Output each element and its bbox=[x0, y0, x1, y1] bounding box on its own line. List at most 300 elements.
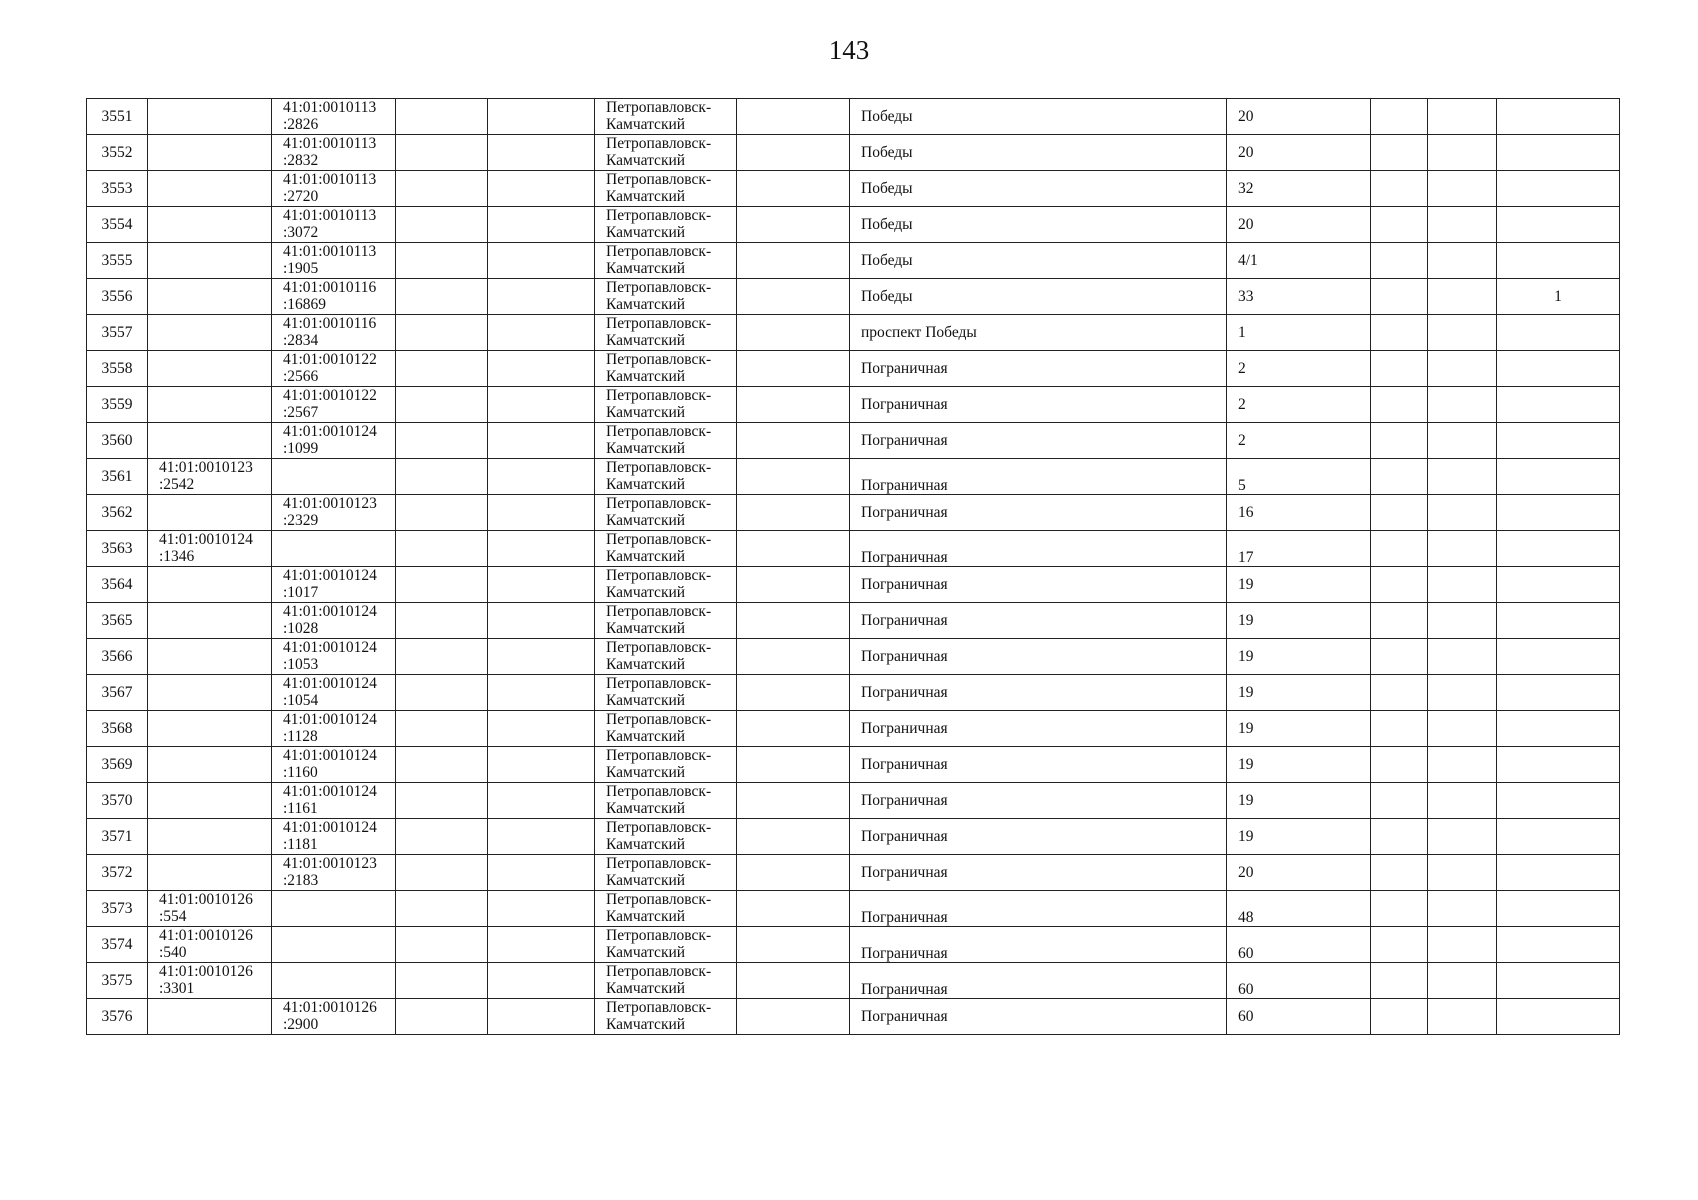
house-number: 5 bbox=[1238, 477, 1246, 494]
street-name: Пограничная bbox=[861, 981, 948, 998]
row-number: 3568 bbox=[101, 720, 133, 737]
city-line2: Камчатский bbox=[606, 440, 686, 457]
cadastral-number-cell bbox=[148, 99, 272, 135]
cadastral-number-cell bbox=[148, 207, 272, 243]
street-name: Пограничная bbox=[861, 945, 948, 962]
city-line1: Петропавловск- bbox=[606, 999, 712, 1016]
city-cell bbox=[595, 567, 737, 603]
empty-cell bbox=[1428, 459, 1497, 495]
house-number: 19 bbox=[1238, 648, 1254, 665]
cadastral-number-cell bbox=[148, 351, 272, 387]
land-plot-number-line2: :1128 bbox=[283, 728, 318, 745]
house-cell bbox=[1227, 999, 1371, 1035]
row-number: 3567 bbox=[101, 684, 133, 701]
house-cell bbox=[1227, 963, 1371, 999]
cadastral-number-cell bbox=[148, 963, 272, 999]
land-plot-number-cell bbox=[272, 135, 396, 171]
row-number: 3566 bbox=[101, 648, 133, 665]
land-plot-number-line1: 41:01:0010124 bbox=[283, 567, 377, 584]
land-plot-number-cell bbox=[272, 927, 396, 963]
empty-cell bbox=[1428, 711, 1497, 747]
house-cell bbox=[1227, 459, 1371, 495]
street-cell bbox=[850, 351, 1227, 387]
empty-cell bbox=[396, 963, 488, 999]
city-line1: Петропавловск- bbox=[606, 819, 712, 836]
row-number-cell bbox=[87, 207, 148, 243]
land-plot-number-line2: :1054 bbox=[283, 692, 319, 709]
house-number: 60 bbox=[1238, 945, 1254, 962]
empty-cell bbox=[488, 531, 595, 567]
land-plot-number-cell bbox=[272, 639, 396, 675]
city-cell bbox=[595, 387, 737, 423]
land-plot-number-line1: 41:01:0010124 bbox=[283, 423, 377, 440]
empty-cell bbox=[1428, 135, 1497, 171]
cadastral-number-cell bbox=[148, 315, 272, 351]
table-row bbox=[87, 675, 1620, 711]
street-cell bbox=[850, 819, 1227, 855]
street-name: Пограничная bbox=[861, 909, 948, 926]
empty-cell bbox=[1371, 279, 1428, 315]
city-line2: Камчатский bbox=[606, 620, 686, 637]
city-line2: Камчатский bbox=[606, 980, 686, 997]
row-number: 3552 bbox=[101, 144, 133, 161]
cadastral-number-cell bbox=[148, 999, 272, 1035]
apartment-cell bbox=[1497, 639, 1620, 675]
city-line1: Петропавловск- bbox=[606, 639, 712, 656]
empty-cell bbox=[488, 171, 595, 207]
cadastral-number-line1: 41:01:0010126 bbox=[159, 891, 253, 908]
apartment-cell bbox=[1497, 207, 1620, 243]
empty-cell bbox=[1428, 603, 1497, 639]
land-plot-number-line2: :2183 bbox=[283, 872, 319, 889]
table-row bbox=[87, 891, 1620, 927]
city-line2: Камчатский bbox=[606, 1016, 686, 1033]
street-cell bbox=[850, 243, 1227, 279]
land-plot-number-cell bbox=[272, 171, 396, 207]
street-name: Победы bbox=[861, 180, 913, 197]
empty-cell bbox=[737, 747, 850, 783]
empty-cell bbox=[1428, 243, 1497, 279]
row-number: 3562 bbox=[101, 504, 133, 521]
city-line2: Камчатский bbox=[606, 296, 686, 313]
cadastral-number-cell bbox=[148, 639, 272, 675]
table-row bbox=[87, 567, 1620, 603]
empty-cell bbox=[396, 99, 488, 135]
row-number-cell bbox=[87, 423, 148, 459]
land-plot-number-line2: :2900 bbox=[283, 1016, 319, 1033]
city-line2: Камчатский bbox=[606, 512, 686, 529]
empty-cell bbox=[396, 783, 488, 819]
row-number: 3576 bbox=[101, 1008, 133, 1025]
table-row bbox=[87, 243, 1620, 279]
house-number: 20 bbox=[1238, 216, 1254, 233]
street-cell bbox=[850, 423, 1227, 459]
land-plot-number-line2: :2720 bbox=[283, 188, 319, 205]
city-line1: Петропавловск- bbox=[606, 459, 712, 476]
empty-cell bbox=[1428, 855, 1497, 891]
empty-cell bbox=[737, 387, 850, 423]
row-number-cell bbox=[87, 927, 148, 963]
cadastral-number-cell bbox=[148, 495, 272, 531]
row-number: 3573 bbox=[101, 900, 133, 917]
city-line1: Петропавловск- bbox=[606, 855, 712, 872]
street-cell bbox=[850, 963, 1227, 999]
empty-cell bbox=[737, 891, 850, 927]
apartment-number: 1 bbox=[1554, 288, 1562, 305]
land-plot-number-line2: :1181 bbox=[283, 836, 318, 853]
land-plot-number-cell bbox=[272, 783, 396, 819]
city-line2: Камчатский bbox=[606, 944, 686, 961]
house-number: 60 bbox=[1238, 1008, 1254, 1025]
row-number: 3559 bbox=[101, 396, 133, 413]
land-plot-number-cell bbox=[272, 711, 396, 747]
empty-cell bbox=[488, 207, 595, 243]
empty-cell bbox=[737, 207, 850, 243]
street-name: Пограничная bbox=[861, 432, 948, 449]
empty-cell bbox=[1428, 999, 1497, 1035]
city-cell bbox=[595, 891, 737, 927]
cadastral-number-cell bbox=[148, 279, 272, 315]
land-plot-number-line1: 41:01:0010122 bbox=[283, 387, 377, 404]
table-row bbox=[87, 279, 1620, 315]
row-number: 3553 bbox=[101, 180, 133, 197]
empty-cell bbox=[488, 783, 595, 819]
empty-cell bbox=[488, 567, 595, 603]
house-cell bbox=[1227, 171, 1371, 207]
row-number: 3560 bbox=[101, 432, 133, 449]
empty-cell bbox=[1371, 783, 1428, 819]
city-line2: Камчатский bbox=[606, 764, 686, 781]
street-cell bbox=[850, 927, 1227, 963]
city-line1: Петропавловск- bbox=[606, 207, 712, 224]
empty-cell bbox=[1428, 207, 1497, 243]
empty-cell bbox=[488, 711, 595, 747]
city-line2: Камчатский bbox=[606, 368, 686, 385]
land-plot-number-cell bbox=[272, 279, 396, 315]
city-line2: Камчатский bbox=[606, 692, 686, 709]
house-number: 20 bbox=[1238, 108, 1254, 125]
row-number-cell bbox=[87, 387, 148, 423]
table-row bbox=[87, 387, 1620, 423]
city-cell bbox=[595, 531, 737, 567]
land-plot-number-line1: 41:01:0010124 bbox=[283, 711, 377, 728]
street-name: Пограничная bbox=[861, 684, 948, 701]
street-cell bbox=[850, 387, 1227, 423]
land-plot-number-cell bbox=[272, 243, 396, 279]
house-number: 19 bbox=[1238, 612, 1254, 629]
house-number: 19 bbox=[1238, 756, 1254, 773]
empty-cell bbox=[1428, 747, 1497, 783]
cadastral-number-cell bbox=[148, 603, 272, 639]
house-cell bbox=[1227, 423, 1371, 459]
house-cell bbox=[1227, 531, 1371, 567]
row-number: 3572 bbox=[101, 864, 133, 881]
street-name: Победы bbox=[861, 216, 913, 233]
row-number-cell bbox=[87, 459, 148, 495]
empty-cell bbox=[396, 387, 488, 423]
city-line2: Камчатский bbox=[606, 116, 686, 133]
house-number: 19 bbox=[1238, 684, 1254, 701]
city-line1: Петропавловск- bbox=[606, 243, 712, 260]
empty-cell bbox=[1371, 999, 1428, 1035]
apartment-cell bbox=[1497, 603, 1620, 639]
empty-cell bbox=[737, 819, 850, 855]
table-row bbox=[87, 963, 1620, 999]
cadastral-number-cell bbox=[148, 855, 272, 891]
empty-cell bbox=[1371, 423, 1428, 459]
row-number: 3561 bbox=[101, 468, 133, 485]
land-plot-number-cell bbox=[272, 459, 396, 495]
empty-cell bbox=[1371, 387, 1428, 423]
empty-cell bbox=[737, 423, 850, 459]
street-name: Победы bbox=[861, 252, 913, 269]
street-name: Пограничная bbox=[861, 828, 948, 845]
apartment-cell bbox=[1497, 387, 1620, 423]
cadastral-number-cell bbox=[148, 711, 272, 747]
empty-cell bbox=[1371, 207, 1428, 243]
empty-cell bbox=[396, 927, 488, 963]
city-cell bbox=[595, 99, 737, 135]
empty-cell bbox=[396, 747, 488, 783]
cadastral-number-cell bbox=[148, 747, 272, 783]
street-cell bbox=[850, 567, 1227, 603]
row-number: 3564 bbox=[101, 576, 133, 593]
city-line1: Петропавловск- bbox=[606, 99, 712, 116]
row-number-cell bbox=[87, 495, 148, 531]
house-number: 48 bbox=[1238, 909, 1254, 926]
apartment-cell bbox=[1497, 891, 1620, 927]
land-plot-number-line1: 41:01:0010113 bbox=[283, 99, 377, 116]
apartment-cell bbox=[1497, 531, 1620, 567]
city-line1: Петропавловск- bbox=[606, 927, 712, 944]
house-number: 20 bbox=[1238, 864, 1254, 881]
house-cell bbox=[1227, 891, 1371, 927]
land-plot-number-cell bbox=[272, 675, 396, 711]
street-name: Победы bbox=[861, 144, 913, 161]
empty-cell bbox=[1371, 243, 1428, 279]
city-line2: Камчатский bbox=[606, 332, 686, 349]
street-cell bbox=[850, 459, 1227, 495]
city-line2: Камчатский bbox=[606, 224, 686, 241]
apartment-cell bbox=[1497, 711, 1620, 747]
house-cell bbox=[1227, 279, 1371, 315]
apartment-cell bbox=[1497, 315, 1620, 351]
empty-cell bbox=[1428, 171, 1497, 207]
street-cell bbox=[850, 495, 1227, 531]
land-plot-number-cell bbox=[272, 603, 396, 639]
city-line1: Петропавловск- bbox=[606, 531, 712, 548]
empty-cell bbox=[1428, 567, 1497, 603]
city-line1: Петропавловск- bbox=[606, 711, 712, 728]
street-name: проспект Победы bbox=[861, 324, 977, 341]
row-number-cell bbox=[87, 279, 148, 315]
city-cell bbox=[595, 783, 737, 819]
row-number: 3551 bbox=[101, 108, 133, 125]
cadastral-number-line1: 41:01:0010124 bbox=[159, 531, 253, 548]
house-cell bbox=[1227, 99, 1371, 135]
row-number: 3563 bbox=[101, 540, 133, 557]
empty-cell bbox=[396, 351, 488, 387]
house-cell bbox=[1227, 351, 1371, 387]
street-cell bbox=[850, 999, 1227, 1035]
cadastral-number-line2: :3301 bbox=[159, 980, 195, 997]
apartment-cell bbox=[1497, 747, 1620, 783]
city-cell bbox=[595, 243, 737, 279]
page-number: 143 bbox=[828, 35, 870, 65]
land-plot-number-cell bbox=[272, 747, 396, 783]
empty-cell bbox=[1371, 819, 1428, 855]
house-number: 32 bbox=[1238, 180, 1254, 197]
table-row bbox=[87, 711, 1620, 747]
house-cell bbox=[1227, 783, 1371, 819]
empty-cell bbox=[1428, 531, 1497, 567]
apartment-cell bbox=[1497, 495, 1620, 531]
empty-cell bbox=[1428, 783, 1497, 819]
empty-cell bbox=[488, 387, 595, 423]
empty-cell bbox=[488, 963, 595, 999]
row-number: 3574 bbox=[101, 936, 133, 953]
empty-cell bbox=[396, 135, 488, 171]
apartment-cell bbox=[1497, 963, 1620, 999]
house-number: 2 bbox=[1238, 360, 1246, 377]
empty-cell bbox=[737, 675, 850, 711]
table-row bbox=[87, 495, 1620, 531]
land-plot-number-line2: :2834 bbox=[283, 332, 319, 349]
empty-cell bbox=[1428, 675, 1497, 711]
city-cell bbox=[595, 675, 737, 711]
land-plot-number-line2: :2566 bbox=[283, 368, 319, 385]
land-plot-number-line2: :3072 bbox=[283, 224, 319, 241]
city-cell bbox=[595, 999, 737, 1035]
land-plot-number-cell bbox=[272, 387, 396, 423]
land-plot-number-line2: :1905 bbox=[283, 260, 319, 277]
row-number-cell bbox=[87, 783, 148, 819]
row-number-cell bbox=[87, 675, 148, 711]
empty-cell bbox=[396, 567, 488, 603]
city-cell bbox=[595, 639, 737, 675]
empty-cell bbox=[737, 531, 850, 567]
empty-cell bbox=[1428, 819, 1497, 855]
empty-cell bbox=[488, 639, 595, 675]
empty-cell bbox=[488, 99, 595, 135]
cadastral-number-cell bbox=[148, 387, 272, 423]
city-line1: Петропавловск- bbox=[606, 963, 712, 980]
city-line1: Петропавловск- bbox=[606, 783, 712, 800]
land-plot-number-cell bbox=[272, 567, 396, 603]
city-cell bbox=[595, 711, 737, 747]
table-row bbox=[87, 135, 1620, 171]
row-number: 3569 bbox=[101, 756, 133, 773]
table-row bbox=[87, 783, 1620, 819]
house-number: 16 bbox=[1238, 504, 1254, 521]
empty-cell bbox=[396, 279, 488, 315]
house-cell bbox=[1227, 387, 1371, 423]
address-register-table bbox=[86, 98, 1620, 1035]
cadastral-number-cell bbox=[148, 135, 272, 171]
empty-cell bbox=[1428, 891, 1497, 927]
empty-cell bbox=[1371, 459, 1428, 495]
city-line1: Петропавловск- bbox=[606, 567, 712, 584]
apartment-cell bbox=[1497, 279, 1620, 315]
apartment-cell bbox=[1497, 171, 1620, 207]
street-cell bbox=[850, 783, 1227, 819]
house-cell bbox=[1227, 639, 1371, 675]
city-cell bbox=[595, 279, 737, 315]
table-row bbox=[87, 351, 1620, 387]
city-line1: Петропавловск- bbox=[606, 891, 712, 908]
cadastral-number-cell bbox=[148, 783, 272, 819]
empty-cell bbox=[737, 279, 850, 315]
city-cell bbox=[595, 315, 737, 351]
street-name: Пограничная bbox=[861, 477, 948, 494]
row-number-cell bbox=[87, 567, 148, 603]
cadastral-number-cell bbox=[148, 927, 272, 963]
empty-cell bbox=[488, 243, 595, 279]
table-row bbox=[87, 927, 1620, 963]
street-cell bbox=[850, 135, 1227, 171]
empty-cell bbox=[396, 531, 488, 567]
land-plot-number-line1: 41:01:0010123 bbox=[283, 495, 377, 512]
row-number: 3557 bbox=[101, 324, 133, 341]
empty-cell bbox=[1428, 99, 1497, 135]
land-plot-number-line1: 41:01:0010124 bbox=[283, 783, 377, 800]
land-plot-number-cell bbox=[272, 855, 396, 891]
land-plot-number-line1: 41:01:0010113 bbox=[283, 135, 377, 152]
land-plot-number-cell bbox=[272, 819, 396, 855]
land-plot-number-line2: :1160 bbox=[283, 764, 318, 781]
land-plot-number-line1: 41:01:0010124 bbox=[283, 639, 377, 656]
empty-cell bbox=[488, 315, 595, 351]
empty-cell bbox=[1428, 495, 1497, 531]
empty-cell bbox=[488, 423, 595, 459]
city-cell bbox=[595, 135, 737, 171]
empty-cell bbox=[737, 999, 850, 1035]
land-plot-number-cell bbox=[272, 963, 396, 999]
city-line2: Камчатский bbox=[606, 476, 686, 493]
empty-cell bbox=[1371, 567, 1428, 603]
house-cell bbox=[1227, 855, 1371, 891]
row-number-cell bbox=[87, 999, 148, 1035]
city-line2: Камчатский bbox=[606, 728, 686, 745]
land-plot-number-line2: :1161 bbox=[283, 800, 318, 817]
row-number-cell bbox=[87, 819, 148, 855]
cadastral-number-line1: 41:01:0010126 bbox=[159, 963, 253, 980]
empty-cell bbox=[488, 459, 595, 495]
empty-cell bbox=[1371, 495, 1428, 531]
empty-cell bbox=[488, 495, 595, 531]
city-line1: Петропавловск- bbox=[606, 423, 712, 440]
empty-cell bbox=[1371, 99, 1428, 135]
table-row bbox=[87, 855, 1620, 891]
empty-cell bbox=[1371, 711, 1428, 747]
city-line1: Петропавловск- bbox=[606, 675, 712, 692]
house-number: 19 bbox=[1238, 792, 1254, 809]
city-line2: Камчатский bbox=[606, 260, 686, 277]
cadastral-number-cell bbox=[148, 675, 272, 711]
empty-cell bbox=[1428, 927, 1497, 963]
empty-cell bbox=[1428, 387, 1497, 423]
empty-cell bbox=[488, 675, 595, 711]
land-plot-number-cell bbox=[272, 315, 396, 351]
city-line1: Петропавловск- bbox=[606, 747, 712, 764]
house-cell bbox=[1227, 603, 1371, 639]
land-plot-number-line2: :16869 bbox=[283, 296, 327, 313]
empty-cell bbox=[488, 927, 595, 963]
cadastral-number-line1: 41:01:0010123 bbox=[159, 459, 253, 476]
empty-cell bbox=[737, 243, 850, 279]
empty-cell bbox=[396, 171, 488, 207]
street-name: Пограничная bbox=[861, 648, 948, 665]
